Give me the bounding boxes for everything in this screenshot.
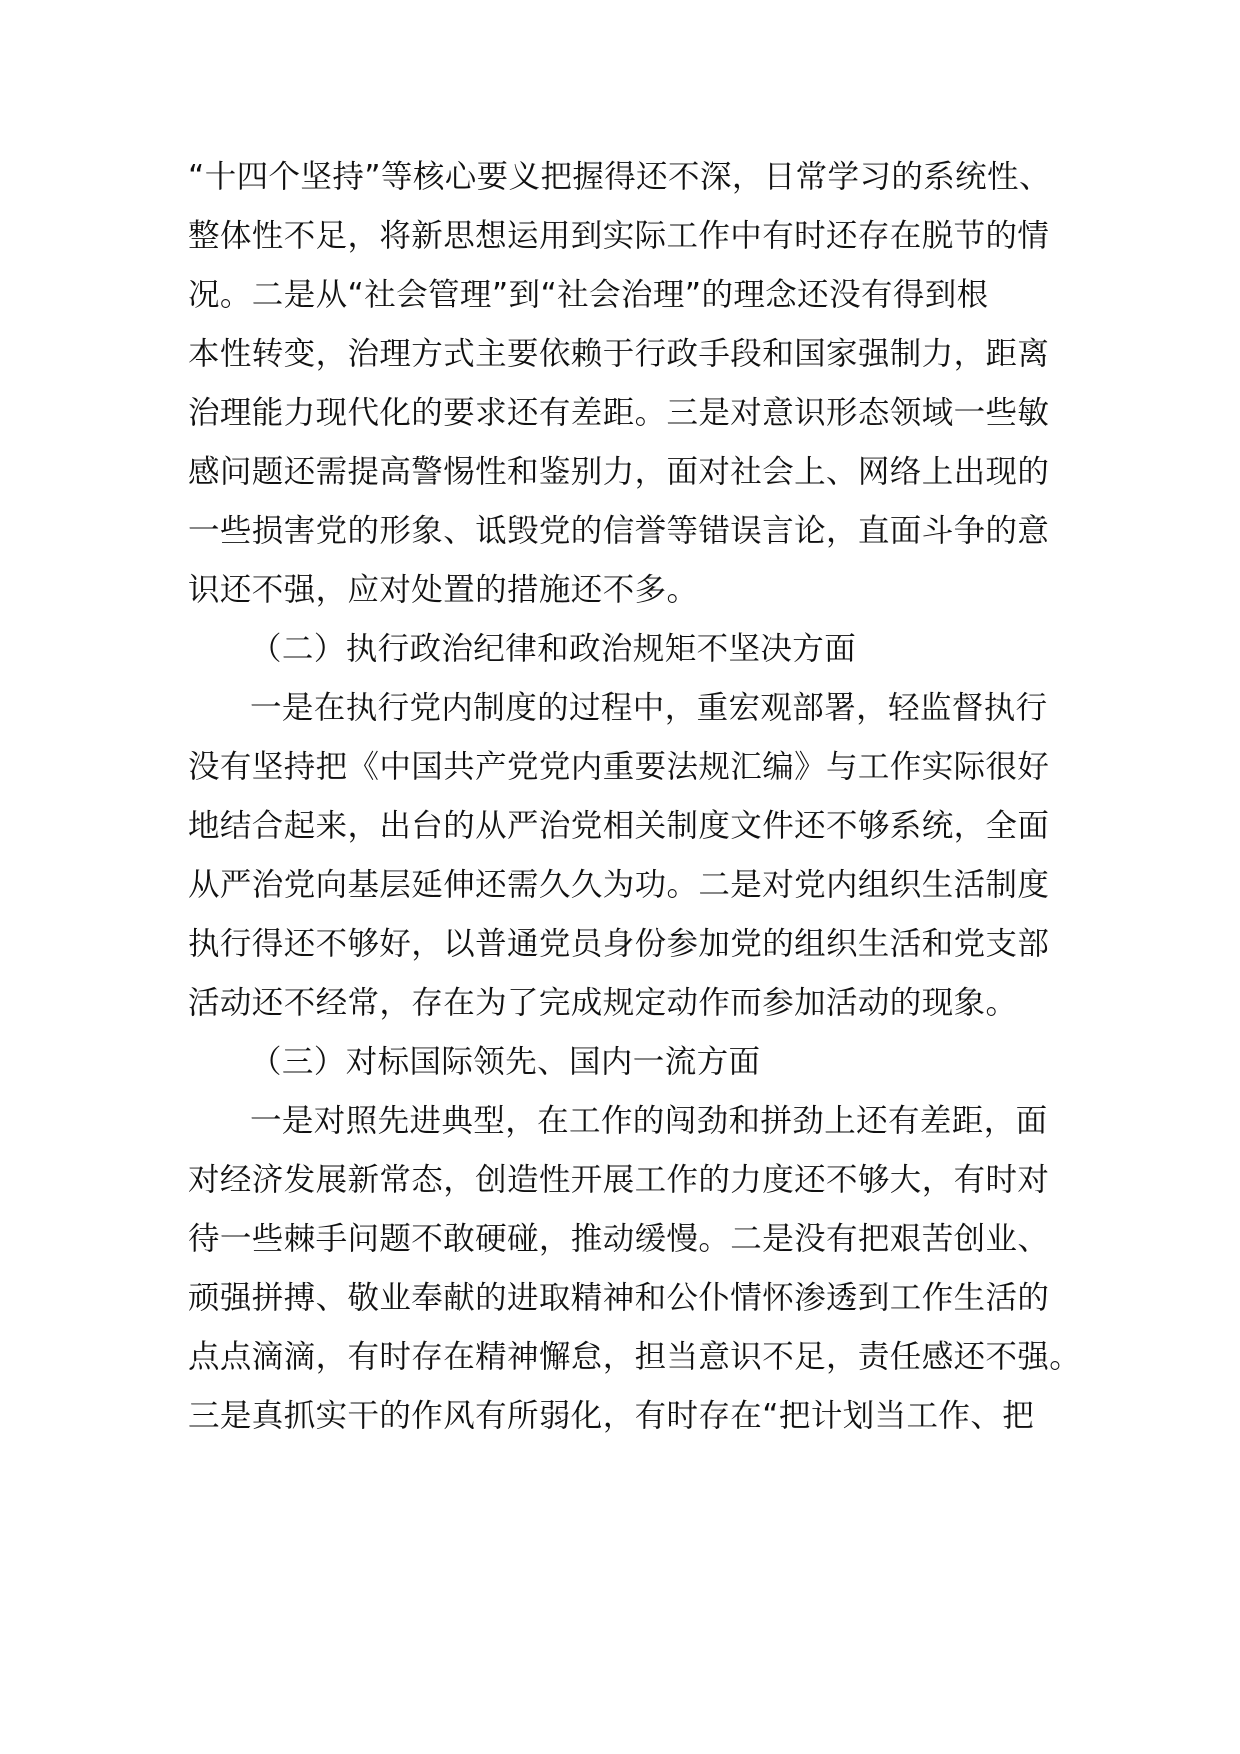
text-line: 地结合起来，出台的从严治党相关制度文件还不够系统，全面: [188, 808, 1050, 844]
text-line: 三是真抓实干的作风有所弱化，有时存在“把计划当工作、把: [188, 1398, 1035, 1434]
text-line: 一是对照先进典型，在工作的闯劲和拼劲上还有差距，面: [250, 1103, 1048, 1139]
text-line: 本性转变，治理方式主要依赖于行政手段和国家强制力，距离: [188, 336, 1050, 372]
text-line: 治理能力现代化的要求还有差距。三是对意识形态领域一些敏: [188, 395, 1050, 431]
section-heading: （二）执行政治纪律和政治规矩不坚决方面: [250, 631, 857, 667]
section-heading: （三）对标国际领先、国内一流方面: [250, 1044, 761, 1080]
text-line: 活动还不经常，存在为了完成规定动作而参加活动的现象。: [188, 985, 1018, 1021]
text-line: 没有坚持把《中国共产党党内重要法规汇编》与工作实际很好: [188, 749, 1050, 785]
text-line: 整体性不足，将新思想运用到实际工作中有时还存在脱节的情: [188, 218, 1050, 254]
text-line: 况。二是从“社会管理”到“社会治理”的理念还没有得到根: [188, 277, 989, 313]
text-line: 识还不强，应对处置的措施还不多。: [188, 572, 699, 608]
text-line: 从严治党向基层延伸还需久久为功。二是对党内组织生活制度: [188, 867, 1050, 903]
text-line: 一是在执行党内制度的过程中，重宏观部署，轻监督执行: [250, 690, 1048, 726]
text-line: 顽强拼搏、敬业奉献的进取精神和公仆情怀渗透到工作生活的: [188, 1280, 1050, 1316]
text-line: 点点滴滴，有时存在精神懈怠，担当意识不足，责任感还不强。: [188, 1339, 1082, 1375]
text-line: 待一些棘手问题不敢硬碰，推动缓慢。二是没有把艰苦创业、: [188, 1221, 1050, 1257]
text-line: 一些损害党的形象、诋毁党的信誉等错误言论，直面斗争的意: [188, 513, 1050, 549]
text-line: “十四个坚持”等核心要义把握得还不深，日常学习的系统性、: [188, 159, 1051, 195]
text-line: 执行得还不够好，以普通党员身份参加党的组织生活和党支部: [188, 926, 1050, 962]
text-line: 感问题还需提高警惕性和鉴别力，面对社会上、网络上出现的: [188, 454, 1050, 490]
text-line: 对经济发展新常态，创造性开展工作的力度还不够大，有时对: [188, 1162, 1050, 1198]
